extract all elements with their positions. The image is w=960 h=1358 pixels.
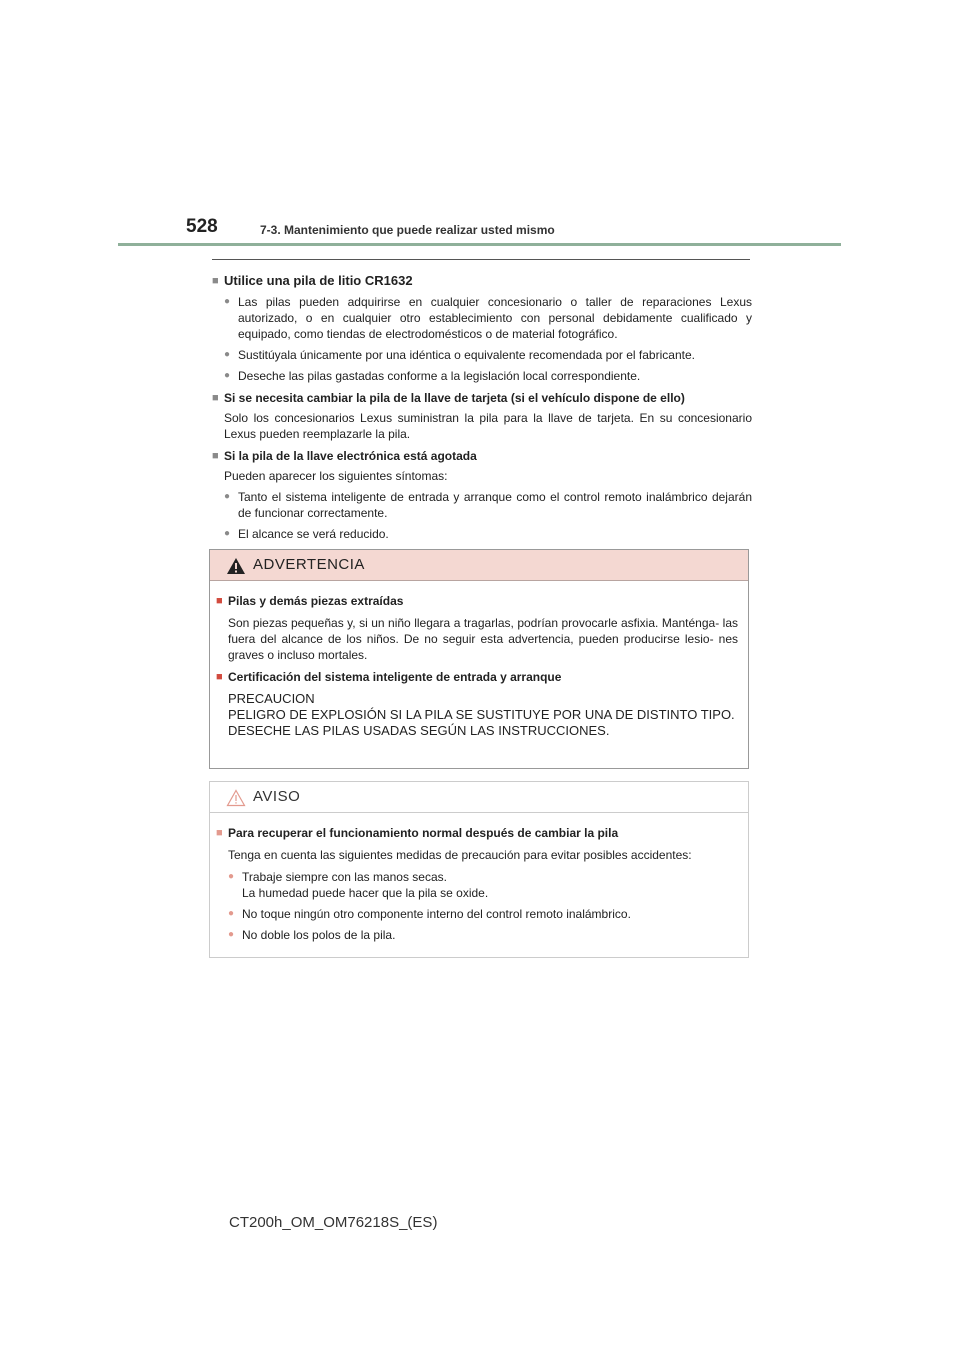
square-bullet-icon: ■	[212, 392, 219, 404]
warning-box	[209, 549, 749, 769]
warning-heading-small-parts: ■ Pilas y demás piezas extraídas	[216, 594, 404, 608]
section-text-symptoms: Pueden aparecer los siguientes síntomas:	[224, 469, 448, 483]
section-heading-battery-type: ■ Utilice una pila de litio CR1632	[212, 273, 413, 288]
circle-bullet-icon: ●	[224, 296, 231, 307]
circle-bullet-icon: ●	[228, 908, 235, 919]
header-rule	[118, 243, 841, 246]
content-top-rule	[212, 259, 750, 260]
circle-bullet-icon: ●	[224, 370, 231, 381]
section-heading-card-key: ■ Si se necesita cambiar la pila de la llave de tarjeta (si el vehículo dispone de ello)	[212, 391, 685, 405]
notice-text: Tenga en cuenta las siguientes medidas de precaución para evitar posibles accidentes:	[228, 848, 692, 862]
page-number: 528	[186, 216, 218, 237]
list-item: ● El alcance se verá reducido.	[224, 527, 389, 541]
notice-title: AVISO	[253, 788, 301, 805]
warning-heading-certification: ■ Certificación del sistema inteligente de entrada y arranque	[216, 670, 562, 684]
section-text-card-key: Solo los concesionarios Lexus suministran la pila para la llave de tarjeta. En su concesionario Lexus pueden reemplazarle la pila.	[224, 411, 752, 441]
warning-caution-line: PRECAUCION	[228, 691, 315, 706]
square-bullet-icon: ■	[216, 827, 223, 839]
warning-caution-line: DESECHE LAS PILAS USADAS SEGÚN LAS INSTRUCCIONES.	[228, 723, 610, 738]
square-bullet-icon: ■	[212, 275, 219, 287]
square-bullet-icon: ■	[216, 595, 223, 607]
warning-text-small-parts: Son piezas pequeñas y, si un niño llegara a tragarlas, podrían provocarle asfixia. Manténga- las fuera del alcance de los niños. De no seguir esta advertencia, pueden producirse lesio- nes graves o incluso mortales.	[228, 616, 738, 662]
notice-header	[210, 782, 748, 813]
circle-bullet-icon: ●	[224, 491, 231, 502]
list-item: ● Deseche las pilas gastadas conforme a la legislación local correspondiente.	[224, 369, 641, 383]
circle-bullet-icon: ●	[228, 871, 235, 882]
list-item: ● No doble los polos de la pila.	[228, 928, 396, 942]
section-title: 7-3. Mantenimiento que puede realizar usted mismo	[260, 223, 555, 237]
list-item: ● Trabaje siempre con las manos secas. La humedad puede hacer que la pila se oxide.	[228, 870, 489, 900]
notice-heading: ■ Para recuperar el funcionamiento normal después de cambiar la pila	[216, 826, 619, 840]
warning-header	[210, 550, 748, 581]
list-item: ● No toque ningún otro componente interno del control remoto inalámbrico.	[228, 907, 631, 921]
circle-bullet-icon: ●	[224, 528, 231, 539]
section-heading-battery-depleted: ■ Si la pila de la llave electrónica está agotada	[212, 449, 477, 463]
list-item: ● Las pilas pueden adquirirse en cualquier concesionario o taller de reparaciones Lexus autorizado, o en cualquier otro establecimiento con personal debidamente cualificado y equipado, como tiendas de electrodomésticos o de material fotográfico.	[224, 295, 752, 341]
warning-title: ADVERTENCIA	[253, 556, 365, 573]
warning-caution-line: PELIGRO DE EXPLOSIÓN SI LA PILA SE SUSTITUYE POR UNA DE DISTINTO TIPO.	[228, 707, 735, 722]
caution-triangle-icon	[226, 789, 246, 807]
notice-body	[210, 813, 748, 943]
circle-bullet-icon: ●	[224, 349, 231, 360]
footer-document-code: CT200h_OM_OM76218S_(ES)	[229, 1214, 438, 1231]
notice-box	[209, 781, 749, 958]
list-item: ● Tanto el sistema inteligente de entrada y arranque como el control remoto inalámbrico dejarán de funcionar correctamente.	[224, 490, 752, 520]
main-content	[212, 268, 752, 542]
square-bullet-icon: ■	[212, 450, 219, 462]
square-bullet-icon: ■	[216, 671, 223, 683]
warning-body	[210, 581, 748, 739]
warning-triangle-icon	[226, 557, 246, 575]
list-item: ● Sustitúyala únicamente por una idéntica o equivalente recomendada por el fabricante.	[224, 348, 695, 362]
circle-bullet-icon: ●	[228, 929, 235, 940]
